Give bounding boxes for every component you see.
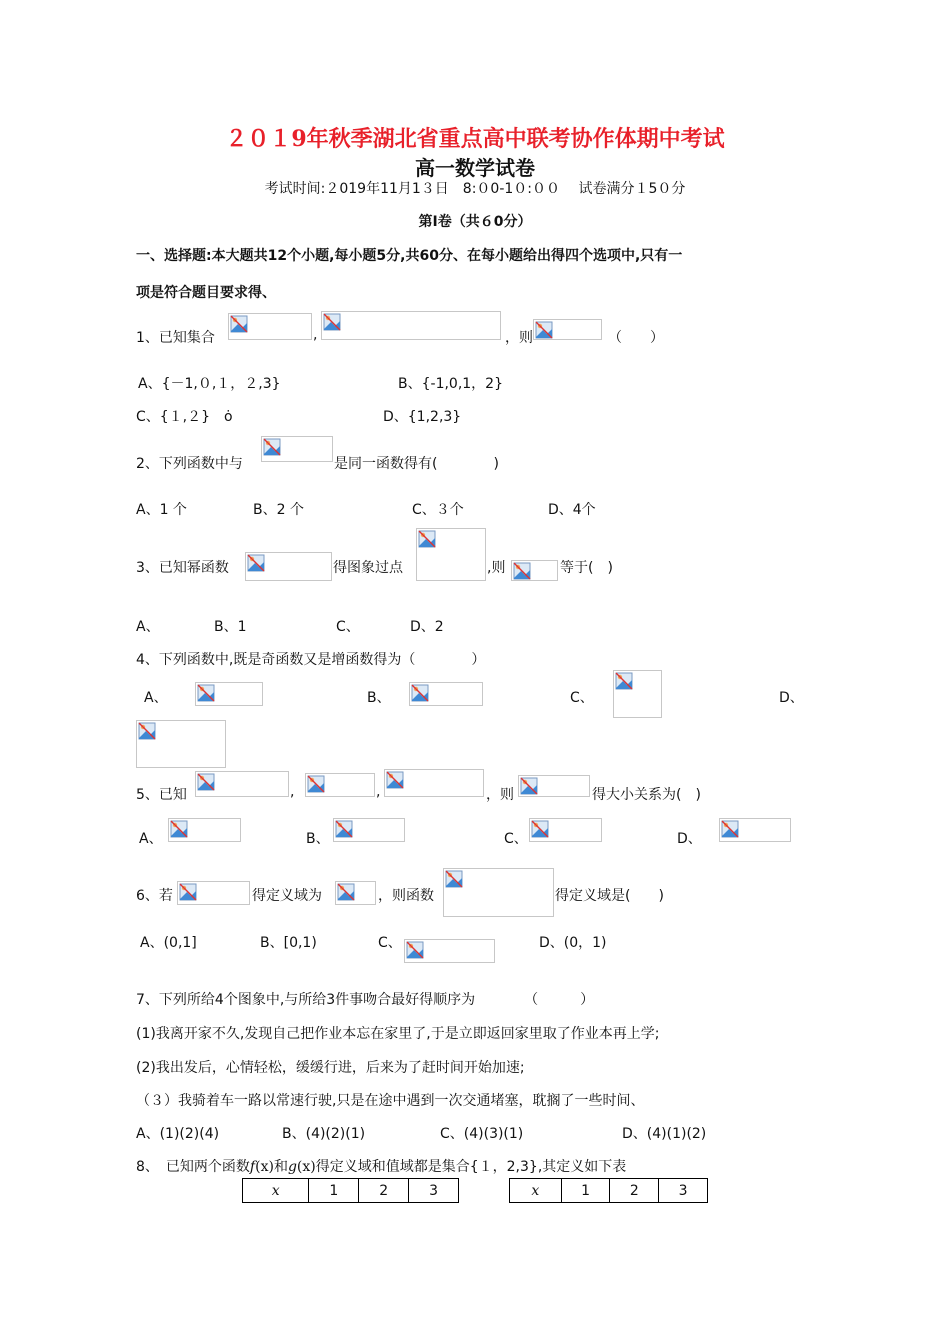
q6-option-a: A、(0,1] [140, 935, 197, 951]
q4-option-a: A、 [144, 690, 168, 706]
q6-stem-b: 得定义域为 [252, 888, 322, 904]
q4-option-d: D、 [779, 690, 804, 706]
q1-sep-1: , [313, 327, 318, 343]
q2-option-d: D、4个 [548, 502, 596, 518]
q5-sep-2: , [376, 784, 381, 800]
broken-image-icon [197, 773, 215, 791]
table-cell: 2 [359, 1179, 409, 1203]
q8-function-g: g [287, 1159, 297, 1175]
broken-image-icon [230, 315, 248, 333]
q8-table-g [509, 1178, 708, 1203]
table-cell: x [510, 1179, 562, 1203]
q4-stem: 4、下列函数中,既是奇函数又是增函数得为（ ） [136, 652, 486, 668]
q1-answer-paren: （ ） [608, 330, 664, 346]
image-placeholder [228, 313, 312, 340]
q8-table-f [242, 1178, 459, 1203]
q6-stem-d: 得定义域是( ) [555, 888, 664, 904]
q1-option-a: A、{－1,０,１，２,3} [138, 376, 281, 392]
q1-sep-2: ，则 [505, 330, 533, 346]
image-placeholder [168, 818, 241, 842]
q2-stem-b: 是同一函数得有( ) [334, 456, 499, 472]
table-cell: 2 [610, 1179, 659, 1203]
q3-stem-d: 等于( ) [560, 560, 613, 576]
image-placeholder [333, 818, 405, 842]
q5-stem-b: 得大小关系为( ) [592, 787, 701, 803]
image-placeholder [195, 682, 263, 706]
q5-sep-3: ，则 [486, 787, 514, 803]
broken-image-icon [247, 554, 265, 572]
q1-option-c: C、{１,２} ȯ [136, 409, 233, 425]
broken-image-icon [307, 775, 325, 793]
q3-option-b: B、1 [214, 619, 247, 635]
broken-image-icon [138, 722, 156, 740]
q7-item-2: (2)我出发后，心情轻松，缓缓行进，后来为了赶时间开始加速; [136, 1060, 525, 1076]
q8-arg-1: (x) [255, 1159, 274, 1175]
q8-stem-b: 得定义域和值域都是集合{１，2,3},其定义如下表 [315, 1159, 627, 1175]
instructions-line-1: 一、选择题:本大题共12个小题,每小题5分,共60分、在每小题给出得四个选项中,只有一 [136, 248, 683, 264]
image-placeholder [136, 720, 226, 768]
q2-option-a: A、1 个 [136, 502, 187, 518]
image-placeholder [261, 436, 333, 462]
q1-option-b: B、{-1,0,1，2} [398, 376, 503, 392]
broken-image-icon [337, 883, 355, 901]
exam-subtitle: 高一数学试卷 [415, 156, 535, 180]
exam-title: ２０１9年秋季湖北省重点高中联考协作体期中考试 [225, 126, 725, 152]
image-placeholder [305, 773, 375, 797]
q3-option-c: C、 [336, 619, 360, 635]
image-placeholder [529, 818, 602, 842]
broken-image-icon [197, 684, 215, 702]
broken-image-icon [406, 941, 424, 959]
broken-image-icon [263, 438, 281, 456]
image-placeholder [177, 881, 250, 905]
q3-option-d: D、2 [410, 619, 444, 635]
image-placeholder [533, 319, 602, 340]
q3-option-a: A、 [136, 619, 160, 635]
q6-option-c: C、 [378, 935, 402, 951]
section-heading: 第Ⅰ卷（共６0分） [418, 214, 532, 230]
broken-image-icon [445, 870, 463, 888]
q7-option-d: D、(4)(1)(2) [622, 1126, 707, 1142]
table-cell: 1 [309, 1179, 359, 1203]
q8-stem [136, 1156, 626, 1176]
image-placeholder [384, 769, 484, 797]
q6-option-b: B、[0,1) [260, 935, 317, 951]
q3-stem-a: 3、已知幂函数 [136, 560, 229, 576]
broken-image-icon [721, 820, 739, 838]
broken-image-icon [418, 530, 436, 548]
broken-image-icon [179, 883, 197, 901]
q5-option-d: D、 [677, 831, 702, 847]
q8-and: 和 [273, 1159, 288, 1175]
q7-stem: 7、下列所给4个图象中,与所给3件事吻合最好得顺序为 （ ） [136, 992, 595, 1008]
q8-function-f: f [249, 1159, 256, 1175]
exam-info: 考试时间:２019年11月1３日 8:０0-1０:００ 试卷满分１5０分 [264, 181, 686, 197]
instructions-line-2: 项是符合题目要求得、 [136, 285, 276, 301]
image-placeholder [443, 868, 554, 917]
image-placeholder [511, 560, 558, 581]
q5-option-c: C、 [504, 831, 528, 847]
broken-image-icon [520, 777, 538, 795]
q7-option-c: C、(4)(3)(1) [440, 1126, 524, 1142]
q3-stem-c: ,则 [487, 560, 506, 576]
q1-option-d: D、{1,2,3} [383, 409, 462, 425]
image-placeholder [416, 528, 486, 581]
image-placeholder [613, 670, 662, 718]
table-row [243, 1179, 459, 1203]
image-placeholder [719, 818, 791, 842]
image-placeholder [245, 552, 332, 581]
table-row [510, 1179, 708, 1203]
broken-image-icon [615, 672, 633, 690]
q8-arg-2: (x) [296, 1159, 316, 1175]
q2-stem-a: 2、下列函数中与 [136, 456, 243, 472]
broken-image-icon [513, 562, 531, 580]
q6-option-d: D、(0，1) [539, 935, 607, 951]
image-placeholder [518, 775, 590, 797]
image-placeholder [404, 939, 495, 963]
q6-stem-a: 6、若 [136, 888, 173, 904]
broken-image-icon [170, 820, 188, 838]
q3-stem-b: 得图象过点 [333, 560, 403, 576]
q8-stem-a: 8、 已知两个函数 [136, 1159, 250, 1175]
image-placeholder [321, 311, 501, 340]
table-cell: 3 [659, 1179, 708, 1203]
table-cell: x [243, 1179, 309, 1203]
q5-option-b: B、 [306, 831, 330, 847]
q7-item-3: （３）我骑着车一路以常速行驶,只是在途中遇到一次交通堵塞，耽搁了一些时间、 [136, 1093, 645, 1109]
broken-image-icon [411, 684, 429, 702]
q7-item-1: (1)我离开家不久,发现自己把作业本忘在家里了,于是立即返回家里取了作业本再上学; [136, 1026, 660, 1042]
image-placeholder [335, 881, 376, 905]
q2-option-b: B、2 个 [253, 502, 304, 518]
q2-option-c: C、３个 [412, 502, 464, 518]
image-placeholder [409, 682, 483, 706]
broken-image-icon [335, 820, 353, 838]
q5-stem-a: 5、已知 [136, 787, 187, 803]
q6-stem-c: ，则函数 [378, 888, 434, 904]
broken-image-icon [531, 820, 549, 838]
q4-option-c: C、 [570, 690, 594, 706]
q7-option-a: A、(1)(2)(4) [136, 1126, 220, 1142]
q1-stem: 1、已知集合 [136, 330, 215, 346]
broken-image-icon [535, 321, 553, 339]
q5-option-a: A、 [139, 831, 163, 847]
broken-image-icon [386, 771, 404, 789]
image-placeholder [195, 771, 289, 797]
q5-sep-1: , [290, 784, 295, 800]
table-cell: 3 [409, 1179, 459, 1203]
table-cell: 1 [561, 1179, 610, 1203]
broken-image-icon [323, 313, 341, 331]
q7-option-b: B、(4)(2)(1) [282, 1126, 366, 1142]
q4-option-b: B、 [367, 690, 391, 706]
